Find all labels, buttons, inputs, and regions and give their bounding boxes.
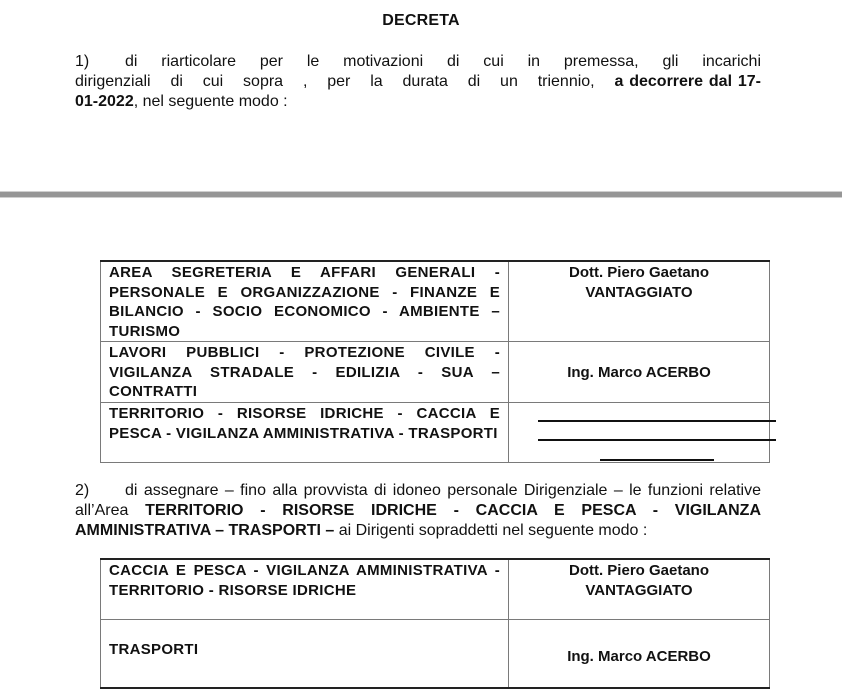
person-cell-blank	[509, 403, 770, 463]
assignment-table-2	[100, 558, 770, 689]
area-cell	[101, 403, 509, 463]
area-text: TERRITORIO - RISORSE IDRICHE - CACCIA E PESCA - VIGILANZA AMMINISTRATIVA - TRASPORTI	[109, 405, 500, 442]
decree-title: DECRETA	[382, 12, 460, 29]
area-cell	[101, 342, 509, 403]
table-row	[101, 620, 770, 689]
paragraph-1-number: 1)	[75, 53, 90, 70]
table-row	[101, 559, 770, 620]
area-text: AREA SEGRETERIA E AFFARI GENERALI - PERSONALE E ORGANIZZAZIONE - FINANZE E BILANCIO - SOCIO ECONOMICO - AMBIENTE – TURISMO	[109, 264, 500, 340]
area-cell	[101, 261, 509, 342]
paragraph-2	[75, 481, 761, 541]
area-cell	[101, 620, 509, 689]
area-text: LAVORI PUBBLICI - PROTEZIONE CIVILE - VIGILANZA STRADALE - EDILIZIA - SUA – CONTRATTI	[109, 344, 500, 400]
paragraph-1-date-clause: a decorrere dal 17-01-2022	[75, 73, 762, 110]
table-row	[101, 403, 770, 463]
area-text: TRASPORTI	[109, 641, 199, 659]
blank-line	[600, 459, 714, 461]
paragraph-2-area-clause: TERRITORIO - RISORSE IDRICHE - CACCIA E PESCA - VIGILANZA AMMINISTRATIVA – TRASPORTI –	[75, 502, 761, 539]
person-name-line2: VANTAGGIATO	[585, 581, 693, 599]
paragraph-2-text: di assegnare – fino alla provvista di idoneo personale Dirigenziale – le funzioni relative all’Area	[75, 482, 761, 519]
paragraph-1	[75, 52, 761, 112]
person-name-line2: VANTAGGIATO	[585, 283, 693, 301]
page-separator	[0, 191, 842, 198]
blank-line	[538, 439, 776, 441]
paragraph-1-text: di riarticolare per le motivazioni di cui in premessa, gli incarichi dirigenziali di cui sopra , per la durata di un triennio,	[75, 53, 761, 90]
person-cell	[509, 342, 770, 403]
person-name-line1: Dott. Piero Gaetano	[568, 562, 710, 579]
area-text: CACCIA E PESCA - VIGILANZA AMMINISTRATIVA - TERRITORIO - RISORSE IDRICHE	[109, 562, 500, 599]
assignment-table-1	[100, 260, 770, 463]
person-cell	[509, 261, 770, 342]
blank-signature-lines	[509, 404, 769, 462]
paragraph-1-text-end: , nel seguente modo :	[133, 93, 288, 110]
person-name: Ing. Marco ACERBO	[567, 647, 711, 665]
blank-line	[538, 420, 776, 422]
table-row	[101, 342, 770, 403]
area-cell	[101, 559, 509, 620]
person-cell	[509, 620, 770, 689]
paragraph-2-text-end: ai Dirigenti sopraddetti nel seguente modo :	[334, 522, 648, 539]
table-row	[101, 261, 770, 342]
person-name: Ing. Marco ACERBO	[567, 363, 711, 381]
person-name-line1: Dott. Piero Gaetano	[568, 264, 710, 281]
person-cell	[509, 559, 770, 620]
paragraph-2-number: 2)	[75, 482, 90, 499]
